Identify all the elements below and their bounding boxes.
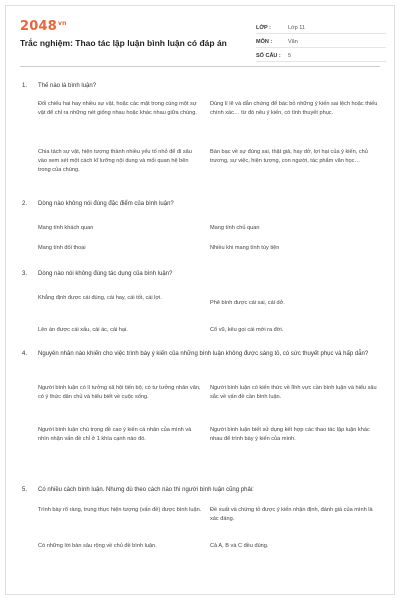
- site-logo[interactable]: $2048^{vn}$: [20, 19, 67, 34]
- meta-label: MÔN :: [256, 39, 273, 45]
- meta-value: 5: [288, 53, 292, 59]
- option-c[interactable]: Chia tách sự vật, hiện tượng thành nhiều yếu tố nhỏ để đi sâu vào xem xét một cách kĩ lưỡng nội dung và mối quan hệ bên trong của chúng.: [38, 149, 192, 173]
- question-number: 2.: [22, 201, 28, 207]
- worksheet-meta: [256, 20, 386, 62]
- question-1: [22, 82, 372, 91]
- question-number: 4.: [22, 351, 28, 357]
- option-c[interactable]: Có những lời bàn sâu rộng về chủ đề bình luận.: [38, 543, 157, 549]
- option-c[interactable]: Mang tính đối thoại: [38, 245, 86, 251]
- option-b[interactable]: Dùng lí lẽ và dẫn chứng để bác bỏ những ý kiến sai lệch hoặc thiếu chính xác… từ đó nêu ý kiến, có tính thuyết phục.: [210, 101, 378, 116]
- question-text: Dòng nào không nói đúng đặc điểm của bình luận?: [38, 201, 174, 207]
- option-a[interactable]: Trình bày rõ ràng, trung thực hiện tượng (vấn đề) được bình luận.: [38, 507, 202, 513]
- question-4: [22, 350, 372, 359]
- option-c[interactable]: Người bình luận chú trọng đề cao ý kiến cá nhân của mình và nhìn nhận vấn đề chỉ ở 1 khía cạnh nào đó.: [38, 427, 192, 442]
- header-divider: [20, 66, 380, 67]
- option-c[interactable]: Lên án được cái xấu, cái ác, cái hại.: [38, 327, 128, 333]
- meta-value: Lớp 11: [288, 25, 305, 31]
- question-3: [22, 270, 372, 279]
- question-number: 5.: [22, 487, 28, 493]
- meta-count-row: [256, 48, 386, 62]
- option-a[interactable]: Người bình luận có lí tưởng xã hội tiến bộ, có tư tưởng nhân văn, có ý thức dân chủ và hiểu biết về cuộc sống.: [38, 385, 201, 400]
- option-d[interactable]: Cả A, B và C đều đúng.: [210, 543, 269, 549]
- option-d[interactable]: Nhiều khi mang tính tùy tiện: [210, 245, 280, 251]
- meta-label: SỐ CÂU :: [256, 53, 281, 59]
- option-b[interactable]: Đề xuất và chứng tỏ được ý kiến nhận định, đánh giá của mình là xác đáng.: [210, 507, 373, 522]
- option-a[interactable]: Đối chiếu hai hay nhiều sự vật, hoặc các mặt trong cùng một sự vật để chỉ ra những nét giống nhau hoặc khác nhau giữa chúng.: [38, 101, 197, 116]
- option-b[interactable]: Mang tính chủ quan: [210, 225, 260, 231]
- question-text: Thế nào là bình luận?: [38, 83, 97, 89]
- option-d[interactable]: Bàn bạc về sự đúng sai, thật giả, hay dở, lợi hại của ý kiến, chủ trương, sự việc, hiện tượng, con người, tác phẩm văn học…: [210, 149, 368, 164]
- question-2: [22, 200, 372, 209]
- option-a[interactable]: Mang tính khách quan: [38, 225, 94, 231]
- question-text: Dòng nào nói không đúng tác dụng của bình luận?: [38, 271, 173, 277]
- option-d[interactable]: Cổ vũ, kêu gọi cái mới ra đời.: [210, 327, 284, 333]
- question-5: [22, 486, 372, 495]
- question-text: Có nhiều cách bình luận. Nhưng dù theo cách nào thì người bình luận cũng phải:: [38, 487, 254, 493]
- meta-subject-row: [256, 34, 386, 48]
- option-b[interactable]: Người bình luận có kiến thức về lĩnh vực cần bình luận và hiểu sâu sắc về vấn đề cần bình luận.: [210, 385, 377, 400]
- question-text: Nguyên nhân nào khiến cho việc trình bày ý kiến của những bình luận không được sáng tỏ, có sức thuyết phục và hấp dẫn?: [38, 351, 369, 357]
- option-b[interactable]: Phê bình được cái sai, cái dở.: [210, 300, 285, 306]
- option-a[interactable]: Khẳng định được cái đúng, cái hay, cái tốt, cái lợi.: [38, 295, 162, 301]
- meta-label: LỚP :: [256, 25, 271, 31]
- option-d[interactable]: Người bình luận biết sử dụng kết hợp các thao tác lập luận khác nhau để trình bày ý kiến của mình.: [210, 427, 370, 442]
- meta-value: Văn: [288, 39, 298, 45]
- worksheet-title: Trắc nghiệm: Thao tác lập luận bình luận có đáp án: [20, 38, 227, 48]
- question-number: 1.: [22, 83, 28, 89]
- meta-class-row: [256, 20, 386, 34]
- question-number: 3.: [22, 271, 28, 277]
